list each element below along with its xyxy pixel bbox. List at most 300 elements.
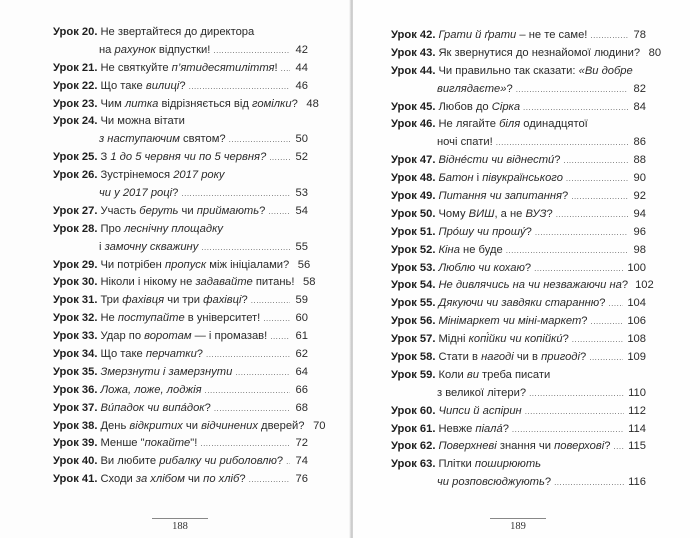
italic-term: поверхові bbox=[554, 440, 605, 453]
lesson-title bbox=[438, 456, 541, 474]
italic-term: «Ви добре bbox=[578, 64, 633, 77]
title-text: Чому bbox=[438, 207, 469, 220]
toc-entry bbox=[391, 456, 646, 474]
title-text: святом? bbox=[179, 133, 226, 146]
toc-page-number: 62 bbox=[295, 348, 308, 361]
title-text: ? bbox=[204, 401, 211, 414]
lesson-title bbox=[438, 403, 521, 421]
toc-entry bbox=[391, 152, 646, 170]
italic-term: Відне́сти чи віднести́ bbox=[438, 154, 555, 167]
lesson-label: Урок 36. bbox=[53, 383, 98, 396]
toc-page-number: 94 bbox=[633, 207, 646, 220]
dot-leader bbox=[205, 382, 290, 400]
toc-page-number: 50 bbox=[295, 133, 308, 146]
lesson-label: Урок 27. bbox=[53, 204, 98, 217]
lesson-title bbox=[438, 188, 568, 206]
lesson-title bbox=[438, 224, 531, 242]
toc-page-number: 56 bbox=[297, 258, 311, 271]
page-footer-right bbox=[490, 518, 546, 532]
toc-entry bbox=[53, 471, 308, 489]
lesson-title bbox=[100, 203, 265, 221]
title-text: не буде bbox=[459, 243, 503, 256]
lesson-label: Урок 37. bbox=[53, 401, 98, 414]
lesson-label: Урок 52. bbox=[391, 243, 436, 256]
italic-term: Ложа, ложе, лоджія bbox=[100, 383, 202, 396]
title-text: і bbox=[99, 240, 105, 253]
italic-term: задавайте bbox=[195, 276, 253, 289]
toc-entry bbox=[391, 224, 646, 242]
lesson-label: Урок 41. bbox=[53, 473, 98, 486]
lesson-title bbox=[437, 81, 513, 99]
title-text: Удар по bbox=[100, 330, 145, 343]
lesson-label: Урок 60. bbox=[391, 404, 436, 417]
lesson-label: Урок 38. bbox=[53, 419, 98, 432]
toc-page-number: 53 bbox=[295, 187, 308, 200]
lesson-label: Урок 51. bbox=[391, 225, 436, 238]
lesson-label: Урок 63. bbox=[391, 458, 436, 471]
toc-entry-continuation bbox=[53, 131, 308, 149]
italic-term: біля bbox=[499, 118, 521, 131]
italic-term: Батон bbox=[438, 172, 474, 185]
title-text: чи bbox=[182, 419, 202, 432]
toc-page-number: 106 bbox=[627, 315, 646, 328]
title-text: Не звертайтеся до директора bbox=[100, 26, 255, 38]
title-text: одинадцятої bbox=[520, 118, 588, 131]
title-text: День bbox=[100, 419, 130, 432]
lesson-title bbox=[437, 385, 526, 403]
title-text: відрізняється від bbox=[158, 97, 252, 110]
lesson-title bbox=[438, 99, 520, 117]
lesson-label: Урок 24. bbox=[53, 115, 98, 128]
italic-term: Мінімаркет чи міні-маркет bbox=[438, 315, 582, 328]
italic-term: беруть bbox=[139, 204, 179, 217]
title-text: ? bbox=[259, 204, 266, 217]
dot-leader bbox=[286, 453, 290, 471]
italic-term: 2017 року bbox=[173, 169, 225, 182]
title-text: Чи правильно так сказати: bbox=[438, 64, 579, 77]
dot-leader bbox=[516, 81, 628, 99]
title-text: — і промазав! bbox=[191, 330, 268, 343]
lesson-title bbox=[100, 400, 210, 418]
toc-entry bbox=[53, 346, 308, 364]
page-footer-left bbox=[152, 518, 208, 532]
dot-leader bbox=[534, 260, 623, 278]
lesson-title bbox=[438, 277, 628, 295]
lesson-title bbox=[100, 257, 289, 275]
lesson-label: Урок 34. bbox=[53, 348, 98, 361]
dot-leader bbox=[181, 185, 290, 203]
dot-leader bbox=[563, 152, 628, 170]
italic-term: п’ятидесятиліття bbox=[171, 61, 275, 74]
toc-page-number: 80 bbox=[648, 46, 662, 59]
lesson-title bbox=[100, 328, 267, 346]
lesson-title bbox=[100, 274, 294, 292]
toc-page-number: 66 bbox=[295, 383, 308, 396]
lesson-title bbox=[438, 45, 640, 63]
title-text: ? bbox=[562, 333, 569, 346]
dot-leader bbox=[566, 170, 628, 188]
dot-leader bbox=[251, 292, 290, 310]
italic-term: рахунок bbox=[114, 43, 156, 56]
italic-term: замочну скважину bbox=[104, 240, 199, 253]
italic-term: фахівця bbox=[122, 294, 165, 307]
lesson-title bbox=[438, 63, 632, 81]
lesson-label: Урок 23. bbox=[53, 97, 98, 110]
italic-term: поширюють bbox=[474, 458, 542, 471]
dot-leader bbox=[571, 188, 628, 206]
dot-leader bbox=[556, 206, 628, 224]
lesson-title bbox=[100, 24, 254, 42]
lesson-label: Урок 47. bbox=[391, 154, 436, 167]
toc-entry bbox=[391, 45, 662, 63]
title-text: Плітки bbox=[438, 458, 475, 471]
lesson-label: Урок 29. bbox=[53, 258, 98, 271]
toc-entry-continuation bbox=[391, 385, 646, 403]
lesson-label: Урок 49. bbox=[391, 190, 436, 203]
title-text: Чим bbox=[100, 97, 125, 110]
lesson-title bbox=[100, 364, 232, 382]
toc-entry bbox=[53, 292, 308, 310]
lesson-label: Урок 20. bbox=[53, 26, 98, 38]
title-text: Менше " bbox=[100, 437, 145, 450]
lesson-label: Урок 22. bbox=[53, 79, 98, 92]
italic-term: литка bbox=[124, 97, 159, 110]
italic-term: ВИШ bbox=[468, 207, 495, 220]
title-text: ? bbox=[621, 279, 629, 292]
title-text: Зустрінемося bbox=[100, 169, 174, 182]
toc-entry bbox=[53, 149, 308, 167]
toc-entry-continuation bbox=[53, 239, 308, 257]
toc-entry bbox=[53, 257, 311, 275]
title-text: Не святкуйте bbox=[100, 61, 172, 74]
toc-entry-continuation bbox=[53, 42, 308, 60]
title-text: Сходи bbox=[100, 473, 136, 486]
title-text: і bbox=[473, 172, 483, 185]
dot-leader bbox=[213, 42, 290, 60]
lesson-title bbox=[100, 78, 185, 96]
toc-page-number: 58 bbox=[303, 276, 316, 289]
lesson-title bbox=[100, 310, 260, 328]
dot-leader bbox=[270, 328, 290, 346]
toc-page-number: 112 bbox=[628, 404, 646, 417]
title-text: ? bbox=[179, 79, 186, 92]
dot-leader bbox=[235, 364, 290, 382]
italic-term: воротам bbox=[144, 330, 192, 343]
title-text: Мідні bbox=[438, 333, 469, 346]
lesson-label: Урок 32. bbox=[53, 312, 98, 325]
toc-page-number: 55 bbox=[295, 240, 308, 253]
italic-term: Про́шу чи прошу́ bbox=[438, 225, 526, 238]
title-text: ? bbox=[276, 455, 284, 468]
title-text: Ви любите bbox=[100, 455, 160, 468]
toc-page-number: 108 bbox=[627, 333, 646, 346]
toc-entry bbox=[53, 453, 308, 471]
toc-entry bbox=[391, 421, 646, 439]
footer-rule bbox=[152, 518, 208, 519]
toc-entry bbox=[53, 78, 308, 96]
title-text: чи bbox=[184, 473, 204, 486]
title-text: Коли bbox=[438, 368, 467, 381]
lesson-title bbox=[438, 438, 610, 456]
toc-page-number: 76 bbox=[295, 473, 308, 486]
toc-page-number: 46 bbox=[295, 79, 308, 92]
toc-entry bbox=[391, 27, 646, 45]
dot-leader bbox=[214, 400, 290, 418]
toc-entry bbox=[53, 418, 326, 436]
lesson-label: Урок 21. bbox=[53, 61, 98, 74]
title-text: ? bbox=[599, 297, 606, 310]
title-text: чи в bbox=[513, 351, 542, 364]
dot-leader bbox=[269, 149, 290, 167]
dot-leader bbox=[590, 27, 628, 45]
lesson-title bbox=[438, 116, 587, 134]
lesson-title bbox=[99, 42, 210, 60]
title-text: знання чи bbox=[496, 440, 555, 453]
title-text: ? bbox=[506, 82, 513, 95]
lesson-title bbox=[100, 292, 247, 310]
dot-leader bbox=[268, 203, 290, 221]
italic-term: покайте bbox=[144, 437, 191, 450]
lesson-title bbox=[100, 435, 197, 453]
lesson-title bbox=[100, 113, 184, 131]
italic-term: Дякуючи чи завдяки старанню bbox=[438, 297, 600, 310]
lesson-label: Урок 61. bbox=[391, 422, 436, 435]
italic-term: відчинених bbox=[201, 419, 258, 432]
toc-entry bbox=[391, 295, 646, 313]
italic-term: 1 до 5 червня чи по 5 червня? bbox=[110, 151, 267, 164]
lesson-label: Урок 33. bbox=[53, 330, 98, 343]
lesson-label: Урок 62. bbox=[391, 440, 436, 453]
italic-term: вилиці bbox=[145, 79, 180, 92]
italic-term: піала́ bbox=[475, 422, 503, 435]
title-text: Як звернутися до незнайомої людини? bbox=[438, 46, 641, 59]
italic-term: пригоді bbox=[541, 351, 580, 364]
title-text: між ініціалами? bbox=[206, 258, 290, 271]
toc-page-number: 104 bbox=[627, 297, 646, 310]
italic-term: приймають bbox=[196, 204, 260, 217]
dot-leader bbox=[506, 242, 628, 260]
toc-page-number: 110 bbox=[628, 386, 646, 399]
toc-entry bbox=[391, 260, 646, 278]
italic-term: відкритих bbox=[129, 419, 183, 432]
lesson-label: Урок 45. bbox=[391, 100, 436, 113]
toc-entry bbox=[391, 188, 646, 206]
lesson-label: Урок 53. bbox=[391, 261, 436, 274]
toc-entry bbox=[391, 438, 646, 456]
lesson-title bbox=[438, 152, 560, 170]
toc-entry bbox=[53, 60, 308, 78]
lesson-title bbox=[100, 96, 297, 114]
title-text: Ніколи і нікому не bbox=[100, 276, 196, 289]
italic-term: з наступаючим bbox=[99, 133, 180, 146]
lesson-title bbox=[438, 170, 562, 188]
lesson-label: Урок 39. bbox=[53, 437, 98, 450]
toc-entry bbox=[391, 277, 654, 295]
lesson-title bbox=[100, 382, 201, 400]
toc-page-number: 64 bbox=[295, 365, 308, 378]
toc-page-number: 68 bbox=[295, 401, 308, 414]
dot-leader bbox=[229, 131, 290, 149]
dot-leader bbox=[608, 295, 623, 313]
lesson-title bbox=[437, 134, 493, 152]
title-text: ночі спати! bbox=[437, 136, 493, 149]
toc-list-right bbox=[391, 27, 662, 492]
dot-leader bbox=[512, 421, 624, 439]
lesson-title bbox=[100, 60, 277, 78]
title-text: в університет! bbox=[184, 312, 261, 325]
lesson-title bbox=[438, 242, 502, 260]
dot-leader bbox=[496, 134, 628, 152]
toc-entry bbox=[53, 310, 308, 328]
toc-page-number: 84 bbox=[633, 100, 646, 113]
title-text: дверей? bbox=[257, 419, 305, 432]
lesson-label: Урок 50. bbox=[391, 207, 436, 220]
lesson-title bbox=[438, 421, 508, 439]
toc-entry-continuation bbox=[391, 474, 646, 492]
italic-term: Кіна bbox=[438, 243, 460, 256]
italic-term: ВУЗ bbox=[525, 207, 547, 220]
italic-term: Люблю чи кохаю bbox=[438, 261, 525, 274]
toc-page-number: 92 bbox=[633, 190, 646, 203]
title-text: ? bbox=[239, 473, 246, 486]
lesson-title bbox=[100, 221, 223, 239]
footer-rule bbox=[490, 518, 546, 519]
toc-page-number: 100 bbox=[627, 261, 646, 274]
toc-page-number: 70 bbox=[313, 419, 326, 432]
dot-leader bbox=[523, 99, 628, 117]
lesson-title bbox=[438, 349, 586, 367]
dot-leader bbox=[572, 331, 624, 349]
italic-term: Не дивлячись на чи незважаючи на bbox=[438, 279, 622, 292]
lesson-label: Урок 58. bbox=[391, 351, 436, 364]
lesson-label: Урок 48. bbox=[391, 172, 436, 185]
title-text: Що таке bbox=[100, 79, 146, 92]
italic-term: копі́йки чи копійки́ bbox=[468, 333, 563, 346]
lesson-title bbox=[438, 206, 552, 224]
title-text: Не bbox=[100, 312, 118, 325]
toc-entry bbox=[53, 221, 308, 239]
toc-entry bbox=[391, 331, 646, 349]
dot-leader bbox=[200, 435, 290, 453]
title-text: Три bbox=[100, 294, 123, 307]
italic-term: за хлібом bbox=[135, 473, 185, 486]
title-text: ? bbox=[579, 351, 587, 364]
italic-term: ви bbox=[466, 368, 479, 381]
title-text: Любов до bbox=[438, 100, 492, 113]
title-text: ? bbox=[604, 440, 611, 453]
title-text: на bbox=[99, 43, 115, 56]
lesson-label: Урок 55. bbox=[391, 297, 436, 310]
italic-term: Чипси й аспірин bbox=[438, 404, 522, 417]
toc-entry bbox=[53, 328, 308, 346]
toc-entry bbox=[53, 382, 308, 400]
title-text: Участь bbox=[100, 204, 140, 217]
title-text: ? bbox=[502, 422, 509, 435]
title-text: ? bbox=[241, 294, 248, 307]
title-text: Не лягайте bbox=[438, 118, 500, 131]
toc-page-number: 82 bbox=[633, 82, 646, 95]
italic-term: Сірка bbox=[491, 100, 521, 113]
toc-page-number: 78 bbox=[633, 29, 646, 41]
dot-leader bbox=[589, 349, 623, 367]
italic-term: перчатки bbox=[145, 348, 197, 361]
page-number: 189 bbox=[510, 521, 526, 532]
title-text: питань! bbox=[252, 276, 295, 289]
title-text: чи три bbox=[164, 294, 204, 307]
title-text: ? bbox=[196, 348, 204, 361]
title-text: Чи потрібен bbox=[100, 258, 165, 271]
toc-entry bbox=[53, 274, 316, 292]
dot-leader bbox=[201, 239, 290, 257]
toc-page-number: 102 bbox=[635, 279, 654, 292]
toc-page-number: 61 bbox=[295, 330, 308, 343]
title-text: треба писати bbox=[478, 368, 551, 381]
lesson-title bbox=[99, 185, 178, 203]
toc-entry-continuation bbox=[391, 134, 646, 152]
italic-term: пропуск bbox=[164, 258, 207, 271]
title-text: Невже bbox=[438, 422, 476, 435]
italic-term: Поверхневі bbox=[438, 440, 497, 453]
toc-entry bbox=[53, 435, 308, 453]
lesson-title bbox=[100, 453, 283, 471]
italic-term: Грати й ґрати bbox=[438, 29, 517, 41]
title-text: ? bbox=[561, 190, 569, 203]
toc-page-number: 54 bbox=[295, 204, 308, 217]
italic-term: поступайте bbox=[117, 312, 185, 325]
lesson-label: Урок 59. bbox=[391, 368, 436, 381]
lesson-title bbox=[100, 167, 224, 185]
title-text: "! bbox=[190, 437, 198, 450]
title-text: З bbox=[100, 151, 111, 164]
italic-term: фахівці bbox=[203, 294, 242, 307]
toc-page-number: 90 bbox=[633, 172, 646, 185]
toc-entry bbox=[53, 203, 308, 221]
toc-page-number: 60 bbox=[295, 312, 308, 325]
lesson-label: Урок 28. bbox=[53, 222, 98, 235]
lesson-label: Урок 42. bbox=[391, 29, 436, 41]
toc-entry-continuation bbox=[53, 185, 308, 203]
lesson-title bbox=[100, 149, 266, 167]
title-text: Про bbox=[100, 222, 125, 235]
dot-leader bbox=[189, 78, 290, 96]
italic-term: нагоді bbox=[481, 351, 514, 364]
toc-entry bbox=[391, 206, 646, 224]
toc-page-number: 59 bbox=[295, 294, 308, 307]
toc-entry bbox=[391, 242, 646, 260]
title-text: ? bbox=[581, 315, 588, 328]
title-text: ! bbox=[274, 61, 278, 74]
toc-entry bbox=[391, 116, 646, 134]
lesson-label: Урок 30. bbox=[53, 276, 98, 289]
dot-leader bbox=[281, 60, 290, 78]
dot-leader bbox=[529, 385, 624, 403]
toc-page-number: 88 bbox=[633, 154, 646, 167]
lesson-label: Урок 44. bbox=[391, 64, 436, 77]
title-text: чи bbox=[178, 204, 197, 217]
lesson-title bbox=[438, 313, 587, 331]
italic-term: Ви́падок чи випа́док bbox=[100, 401, 205, 414]
title-text: ? bbox=[172, 187, 179, 200]
dot-leader bbox=[535, 224, 628, 242]
toc-entry bbox=[391, 170, 646, 188]
lesson-label: Урок 35. bbox=[53, 365, 98, 378]
lesson-title bbox=[100, 471, 245, 489]
title-text: ? bbox=[554, 154, 561, 167]
lesson-title bbox=[100, 346, 203, 364]
toc-page-number: 42 bbox=[295, 43, 308, 56]
dot-leader bbox=[591, 313, 624, 331]
toc-page-number: 74 bbox=[295, 455, 308, 468]
